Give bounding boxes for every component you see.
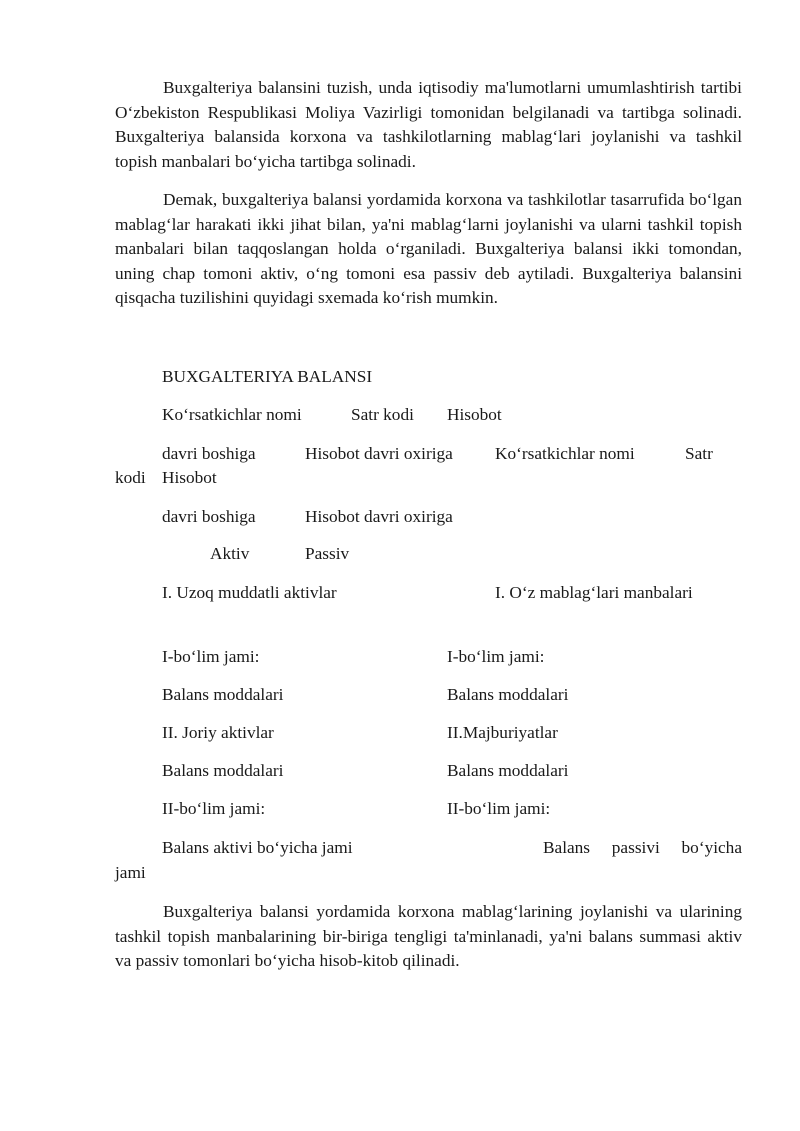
- right-total-1: I-bo‘lim jami:: [447, 647, 545, 666]
- left-total-1: I-bo‘lim jami:: [162, 647, 260, 666]
- scheme-title: BUXGALTERIYA BALANSI: [162, 367, 373, 386]
- passiv-grand-total-word-4: jami: [115, 863, 146, 882]
- header-col-report-2: Hisobot: [162, 468, 217, 487]
- header-col-report: Hisobot: [447, 405, 502, 424]
- passiv-grand-total: [543, 837, 742, 859]
- header-period-end: Hisobot davri oxiriga: [305, 444, 453, 463]
- header-period-start-2: davri boshiga: [162, 507, 256, 526]
- left-section-1: I. Uzoq muddatli aktivlar: [162, 583, 337, 602]
- left-items-1: Balans moddalari: [162, 685, 284, 704]
- left-items-2: Balans moddalari: [162, 761, 284, 780]
- right-section-1: I. O‘z mablag‘lari manbalari: [495, 583, 693, 602]
- header-col-code: Satr kodi: [351, 405, 414, 424]
- header-period-start: davri boshiga: [162, 444, 256, 463]
- header-col-name-2: Ko‘rsatkichlar nomi: [495, 444, 635, 463]
- header-period-end-2: Hisobot davri oxiriga: [305, 507, 453, 526]
- right-items-1: Balans moddalari: [447, 685, 569, 704]
- passiv-grand-total-word-2: passivi: [611, 838, 660, 857]
- passiv-grand-total-word-1: Balans: [543, 838, 591, 857]
- header-col-name: Ko‘rsatkichlar nomi: [162, 405, 302, 424]
- left-total-2: II-bo‘lim jami:: [162, 799, 266, 818]
- header-col-code-2a: Satr: [685, 444, 713, 463]
- right-items-2: Balans moddalari: [447, 761, 569, 780]
- aktiv-grand-total: Balans aktivi bo‘yicha jami: [162, 838, 353, 857]
- passiv-label: Passiv: [305, 544, 350, 563]
- paragraph-intro: Buxgalteriya balansini tuzish, unda iqtisodiy ma'lumotlarni umumlashtirish tartibi O‘zbekiston Respublikasi Moliya Vazirligi tomonidan belgilanadi va tartibga solinadi. Buxgalteriya balansida korxona va tashkilotlarning mablag‘lari joylanishi va tashkil topish manbalari bo‘yicha tartibga solinadi.: [115, 78, 742, 171]
- right-total-2: II-bo‘lim jami:: [447, 799, 551, 818]
- paragraph-balance-sides: Demak, buxgalteriya balansi yordamida korxona va tashkilotlar tasarrufida bo‘lgan mablag‘lar harakati ikki jihat bilan, ya'ni mablag‘larni joylanishi va ularni tashkil topish manbalari bilan taqqoslangan holda o‘rganiladi. Buxgalteriya balansi ikki tomondan, uning chap tomoni aktiv, o‘ng tomoni esa passiv deb aytiladi. Buxgalteriya balansini qisqacha tuzilishini quyidagi sxemada ko‘rish mumkin.: [115, 190, 742, 307]
- passiv-grand-total-word-3: bo‘yicha: [681, 838, 742, 857]
- aktiv-label: Aktiv: [210, 544, 250, 563]
- right-section-2: II.Majburiyatlar: [447, 723, 558, 742]
- left-section-2: II. Joriy aktivlar: [162, 723, 274, 742]
- paragraph-conclusion: Buxgalteriya balansi yordamida korxona mablag‘larining joylanishi va ularining tashkil topish manbalarining bir-biriga tengligi ta'minlanadi, ya'ni balans summasi aktiv va passiv tomonlari bo‘yicha hisob-kitob qilinadi.: [115, 902, 742, 970]
- header-col-code-2b: kodi: [115, 468, 146, 487]
